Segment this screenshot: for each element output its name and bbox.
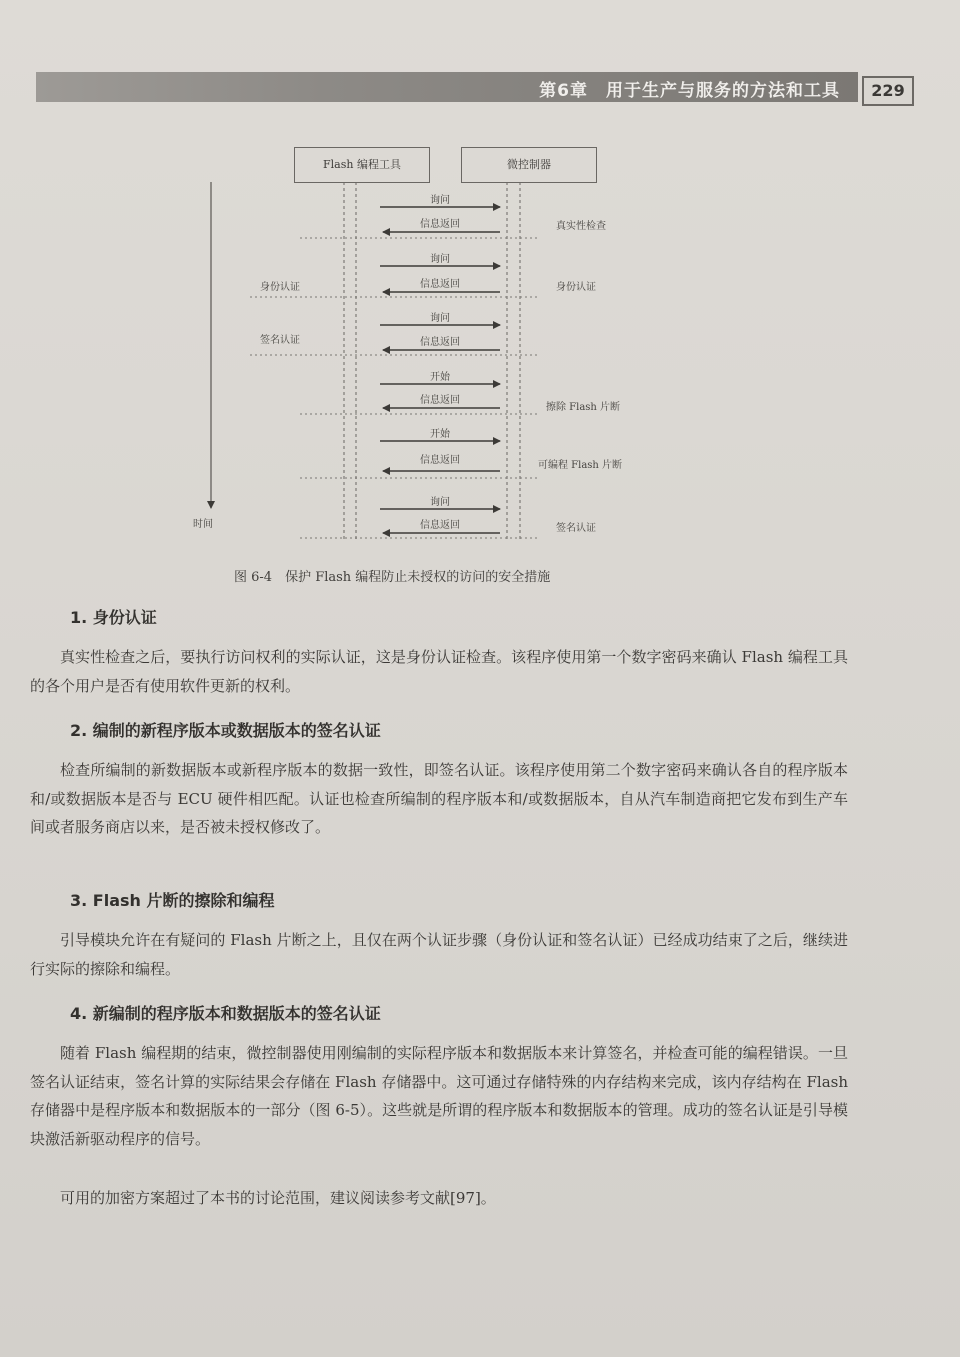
time-label: 时间 [193, 519, 213, 530]
message-label: 信息返回 [420, 279, 460, 290]
lane-microcontroller: 微控制器 [461, 147, 597, 183]
left-annotation: 身份认证 [260, 282, 300, 293]
paragraph: 检查所编制的新数据版本或新程序版本的数据一致性，即签名认证。该程序使用第二个数字密码来确认各自的程序版本和/或数据版本是否与 ECU 硬件相匹配。认证也检查所编制的程序版本和/或数据版本，自从汽车制造商把它发布到生产车间或者服务商店以来，是否被未授权修改了。 [30, 761, 848, 836]
chapter-title: 第6章 用于生产与服务的方法和工具 [539, 81, 840, 101]
lane-flash-programming-tool: Flash 编程工具 [294, 147, 430, 183]
message-label: 开始 [430, 372, 450, 383]
message-label: 信息返回 [420, 455, 460, 466]
message-label: 信息返回 [420, 395, 460, 406]
paragraph: 可用的加密方案超过了本书的讨论范围，建议阅读参考文献[97]。 [60, 1189, 496, 1207]
section-heading: 1. 身份认证 [70, 608, 157, 627]
message-label: 信息返回 [420, 337, 460, 348]
sequence-diagram-lines [0, 0, 960, 600]
page-number: 229 [862, 76, 914, 106]
section-heading: 3. Flash 片断的擦除和编程 [70, 891, 275, 910]
section-heading: 4. 新编制的程序版本和数据版本的签名认证 [70, 1004, 381, 1023]
message-label: 询问 [430, 497, 450, 508]
figure-caption: 图 6-4 保护 Flash 编程防止未授权的访问的安全措施 [234, 570, 551, 585]
paragraph: 引导模块允许在有疑问的 Flash 片断之上，且仅在两个认证步骤（身份认证和签名认证）已经成功结束了之后，继续进行实际的擦除和编程。 [30, 931, 848, 978]
left-annotation: 签名认证 [260, 335, 300, 346]
paragraph: 真实性检查之后，要执行访问权利的实际认证，这是身份认证检查。该程序使用第一个数字密码来确认 Flash 编程工具的各个用户是否有使用软件更新的权利。 [30, 648, 848, 695]
message-label: 询问 [430, 195, 450, 206]
right-annotation: 真实性检查 [556, 221, 606, 232]
message-label: 询问 [430, 254, 450, 265]
paragraph: 随着 Flash 编程期的结束，微控制器使用刚编制的实际程序版本和数据版本来计算签名，并检查可能的编程错误。一旦签名认证结束，签名计算的实际结果会存储在 Flash 存储器中。这可通过存储特殊的内存结构来完成，该内存结构在 Flash 存储器中是程序版本和数据版本的一部分（图 6-5）。这些就是所谓的程序版本和数据版本的管理。成功的签名认证是引导模块激活新驱动程序的信号。 [30, 1044, 848, 1148]
right-annotation: 签名认证 [556, 523, 596, 534]
section-heading: 2. 编制的新程序版本或数据版本的签名认证 [70, 721, 381, 740]
message-label: 信息返回 [420, 219, 460, 230]
message-label: 询问 [430, 313, 450, 324]
right-annotation: 擦除 Flash 片断 [546, 402, 621, 413]
message-label: 开始 [430, 429, 450, 440]
message-label: 信息返回 [420, 520, 460, 531]
right-annotation: 可编程 Flash 片断 [538, 460, 623, 471]
right-annotation: 身份认证 [556, 282, 596, 293]
